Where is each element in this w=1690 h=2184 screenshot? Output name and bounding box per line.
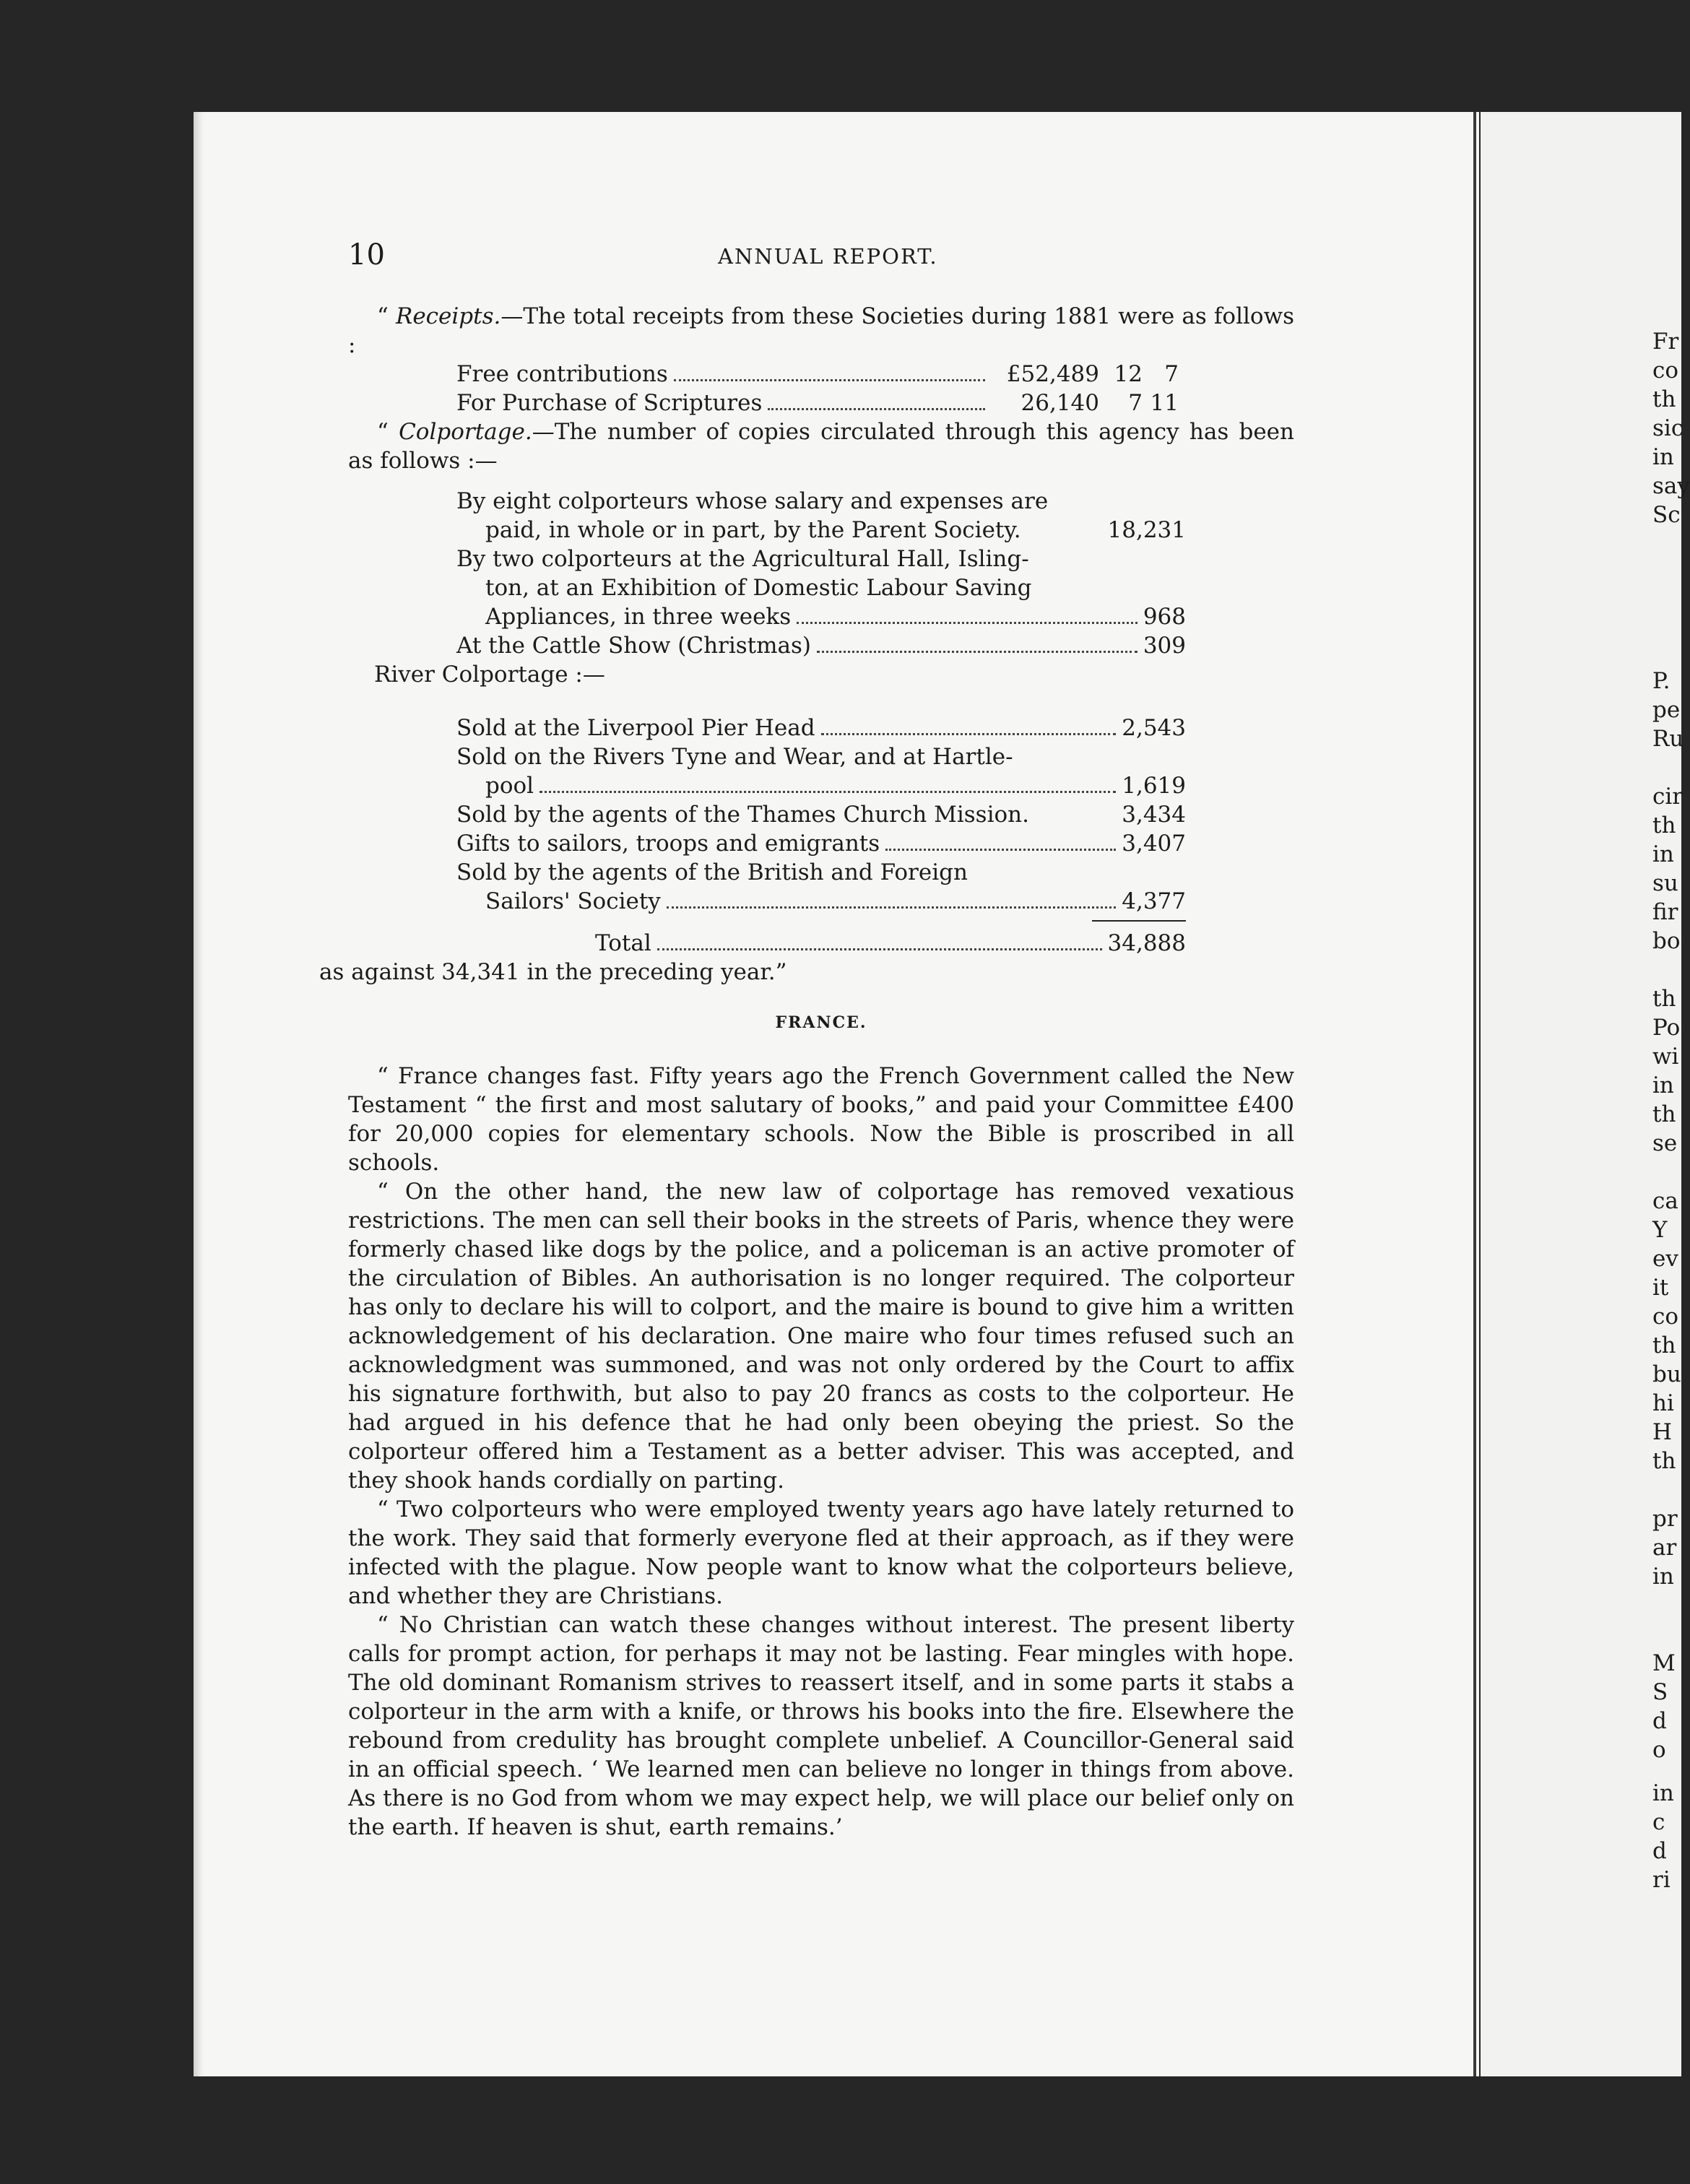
total-label: Total (595, 930, 651, 956)
facing-page-fragment: se (1652, 1130, 1678, 1156)
facing-page-fragment: sic (1652, 415, 1684, 441)
facing-page-fragment: th (1652, 1332, 1676, 1358)
facing-page-fragment: Ru (1652, 726, 1684, 752)
facing-page-fragment: o (1652, 1737, 1666, 1763)
item-value: 4,377 (1122, 888, 1186, 914)
facing-page-fragment: wi (1652, 1044, 1679, 1070)
dot-leader (540, 791, 1116, 793)
dot-leader (674, 379, 985, 381)
facing-page-fragment: bu (1652, 1361, 1681, 1387)
facing-page-fragment: P. (1652, 668, 1670, 694)
facing-page-fragment: hi (1652, 1390, 1674, 1416)
facing-page (1481, 112, 1690, 2076)
facing-page-fragment: co (1652, 358, 1679, 384)
item-text: Sold at the Liverpool Pier Head (456, 715, 815, 741)
facing-page-fragment: Sc (1652, 502, 1681, 528)
item-text: Sailors' Society (485, 888, 661, 914)
facing-page-fragment: in (1652, 444, 1674, 470)
dot-leader (885, 849, 1116, 851)
facing-page-fragment: th (1652, 812, 1676, 838)
colportage-lead: Colportage. (399, 419, 532, 445)
receipts-row-label: For Purchase of Scriptures (456, 390, 763, 416)
dot-leader (821, 733, 1117, 735)
item-text: Sold by the agents of the British and Foreign (456, 859, 968, 885)
facing-page-fragment: cir (1652, 784, 1684, 810)
facing-page-fragment: su (1652, 870, 1678, 896)
colportage-intro-text: —The number of copies circulated through this agency has been as follows :— (348, 419, 1294, 474)
item-text: Sold by the agents of the Thames Church Mission. (456, 802, 1029, 828)
facing-page-fragment: in (1652, 1780, 1674, 1806)
receipts-pounds: £52,489 (1006, 361, 1099, 387)
dot-leader (817, 651, 1138, 653)
total-rule (1092, 920, 1186, 922)
item-value: 1,619 (1122, 773, 1186, 799)
facing-page-fragment: say (1652, 473, 1690, 499)
colportage-closing: as against 34,341 in the preceding year.” (319, 959, 787, 985)
facing-page-fragment: c (1652, 1809, 1665, 1835)
section-title-france: FRANCE. (775, 1013, 867, 1032)
item-text: Gifts to sailors, troops and emigrants (456, 831, 880, 857)
receipts-shillings: 12 (1114, 361, 1143, 387)
receipts-pence: 11 (1150, 390, 1179, 416)
facing-page-fragment: M (1652, 1650, 1676, 1676)
river-item (456, 858, 1186, 916)
item-value: 309 (1143, 633, 1186, 659)
facing-page-fragment: th (1652, 1448, 1676, 1474)
colportage-table (456, 487, 1186, 660)
colportage-item (456, 487, 1186, 545)
running-title: ANNUAL REPORT. (718, 244, 938, 269)
facing-page-fragment: S (1652, 1679, 1668, 1705)
running-head (348, 238, 1294, 273)
facing-page-fragment: th (1652, 386, 1676, 412)
total-row (595, 929, 1186, 958)
colportage-item (456, 631, 1186, 660)
river-table (456, 714, 1186, 958)
france-paragraph: “ On the other hand, the new law of colportage has removed vexatious restrictions. The men can sell their books in the streets of Paris, whence they were formerly chased like dogs by the police, and a policeman is an active promoter of the circulation of Bibles. An authorisation is no longer required. The colporteur has only to declare his will to colport, and the maire is bound to give him a written acknowledgement of his declaration. One maire who four times refused such an acknowledgment was summoned, and was not only ordered by the Court to affix his signature forthwith, but also to pay 20 francs as costs to the colporteur. He had argued in his defence that he had only been obeying the priest. So the colporteur offered him a Testament as a better adviser. This was accepted, and they shook hands cordially on parting. (348, 1179, 1294, 1494)
receipts-pounds: 26,140 (1020, 390, 1099, 416)
facing-page-fragment: it (1652, 1275, 1669, 1301)
france-paragraph: “ Two colporteurs who were employed twenty years ago have lately returned to the work. They said that formerly everyone fled at their approach, as if they were infected with the plague. Now people want to know what the colporteurs believe, and whether they are Christians. (348, 1496, 1294, 1609)
page-body (319, 302, 1295, 1842)
facing-page-fragment: co (1652, 1304, 1679, 1330)
receipts-row (456, 389, 1179, 417)
facing-page-fragment: in (1652, 1564, 1674, 1590)
facing-page-fragment: in (1652, 841, 1674, 867)
facing-page-fragment: th (1652, 986, 1676, 1012)
facing-page-fragment: Fr (1652, 329, 1679, 355)
facing-page-fragment: ar (1652, 1535, 1677, 1561)
receipts-row-label: Free contributions (456, 361, 668, 387)
item-value: 3,407 (1122, 831, 1186, 857)
item-value: 2,543 (1122, 715, 1186, 741)
receipts-shillings: 7 (1128, 390, 1143, 416)
facing-page-fragment: d (1652, 1708, 1667, 1734)
colportage-intro: “ Colportage.—The number of copies circulated through this agency has been as follows :— (348, 419, 1294, 474)
facing-page-fragment: ca (1652, 1188, 1678, 1214)
facing-page-fragment: pr (1652, 1506, 1678, 1532)
colportage-item (456, 545, 1186, 631)
total-value: 34,888 (1107, 930, 1186, 956)
receipts-lead: Receipts. (396, 303, 501, 329)
item-text: By two colporteurs at the Agricultural Hall, Isling- (456, 546, 1029, 572)
receipts-table (456, 360, 1179, 417)
facing-page-fragment: Y (1652, 1217, 1668, 1243)
item-text: Sold on the Rivers Tyne and Wear, and at Hartle- (456, 744, 1013, 770)
dot-leader (667, 906, 1116, 909)
receipts-pence: 7 (1164, 361, 1179, 387)
dot-leader (797, 622, 1138, 624)
france-paragraph: “ France changes fast. Fifty years ago the French Government called the New Testament “ the first and most salutary of books,” and paid your Committee £400 for 20,000 copies for elementary schools. Now the Bible is proscribed in all schools. (348, 1063, 1294, 1176)
facing-page-fragment: bo (1652, 928, 1681, 954)
facing-page-fragment: pe (1652, 697, 1681, 723)
facing-page-fragment: ev (1652, 1246, 1678, 1272)
item-text: At the Cattle Show (Christmas) (456, 633, 812, 659)
dot-leader (657, 948, 1102, 950)
page-number: 10 (348, 238, 385, 272)
item-value: 18,231 (1107, 517, 1186, 543)
france-paragraph: “ No Christian can watch these changes without interest. The present liberty calls for prompt action, for perhaps it may not be lasting. Fear mingles with hope. The old dominant Romanism strives to reassert itself, and in some parts it stabs a colporteur in the arm with a knife, or throws his books into the fire. Elsewhere the rebound from credulity has brought complete unbelief. A Councillor-General said in an official speech. ‘ We learned men can believe no longer in things from above. As there is no God from whom we may expect help, we will place our belief only on the earth. If heaven is shut, earth remains.’ (348, 1612, 1294, 1840)
facing-page-fragment: fir (1652, 899, 1678, 925)
facing-page-fragment: th (1652, 1101, 1676, 1127)
item-text: paid, in whole or in part, by the Parent Society. (485, 517, 1021, 543)
receipts-intro-text: —The total receipts from these Societies during 1881 were as follows : (348, 303, 1295, 358)
receipts-row (456, 360, 1179, 389)
item-value: 3,434 (1122, 802, 1186, 828)
dot-leader (768, 408, 985, 410)
book-binding (1473, 112, 1476, 2076)
facing-page-fragment: ri (1652, 1867, 1670, 1893)
item-text: By eight colporteurs whose salary and expenses are (456, 488, 1049, 514)
river-item (456, 714, 1186, 742)
facing-page-fragment: d (1652, 1838, 1667, 1864)
item-text: pool (485, 773, 534, 799)
item-value: 968 (1143, 604, 1186, 630)
facing-page-fragment: Po (1652, 1015, 1681, 1041)
receipts-intro: “ Receipts.—The total receipts from these Societies during 1881 were as follows : (348, 303, 1295, 358)
river-item (456, 742, 1186, 800)
river-item (456, 800, 1186, 829)
item-text: ton, at an Exhibition of Domestic Labour Saving (485, 575, 1032, 601)
river-heading: River Colportage :— (374, 662, 605, 688)
item-text: Appliances, in three weeks (485, 604, 792, 630)
facing-page-fragment: in (1652, 1072, 1674, 1098)
facing-page-fragment: H (1652, 1419, 1673, 1445)
river-item (456, 829, 1186, 858)
